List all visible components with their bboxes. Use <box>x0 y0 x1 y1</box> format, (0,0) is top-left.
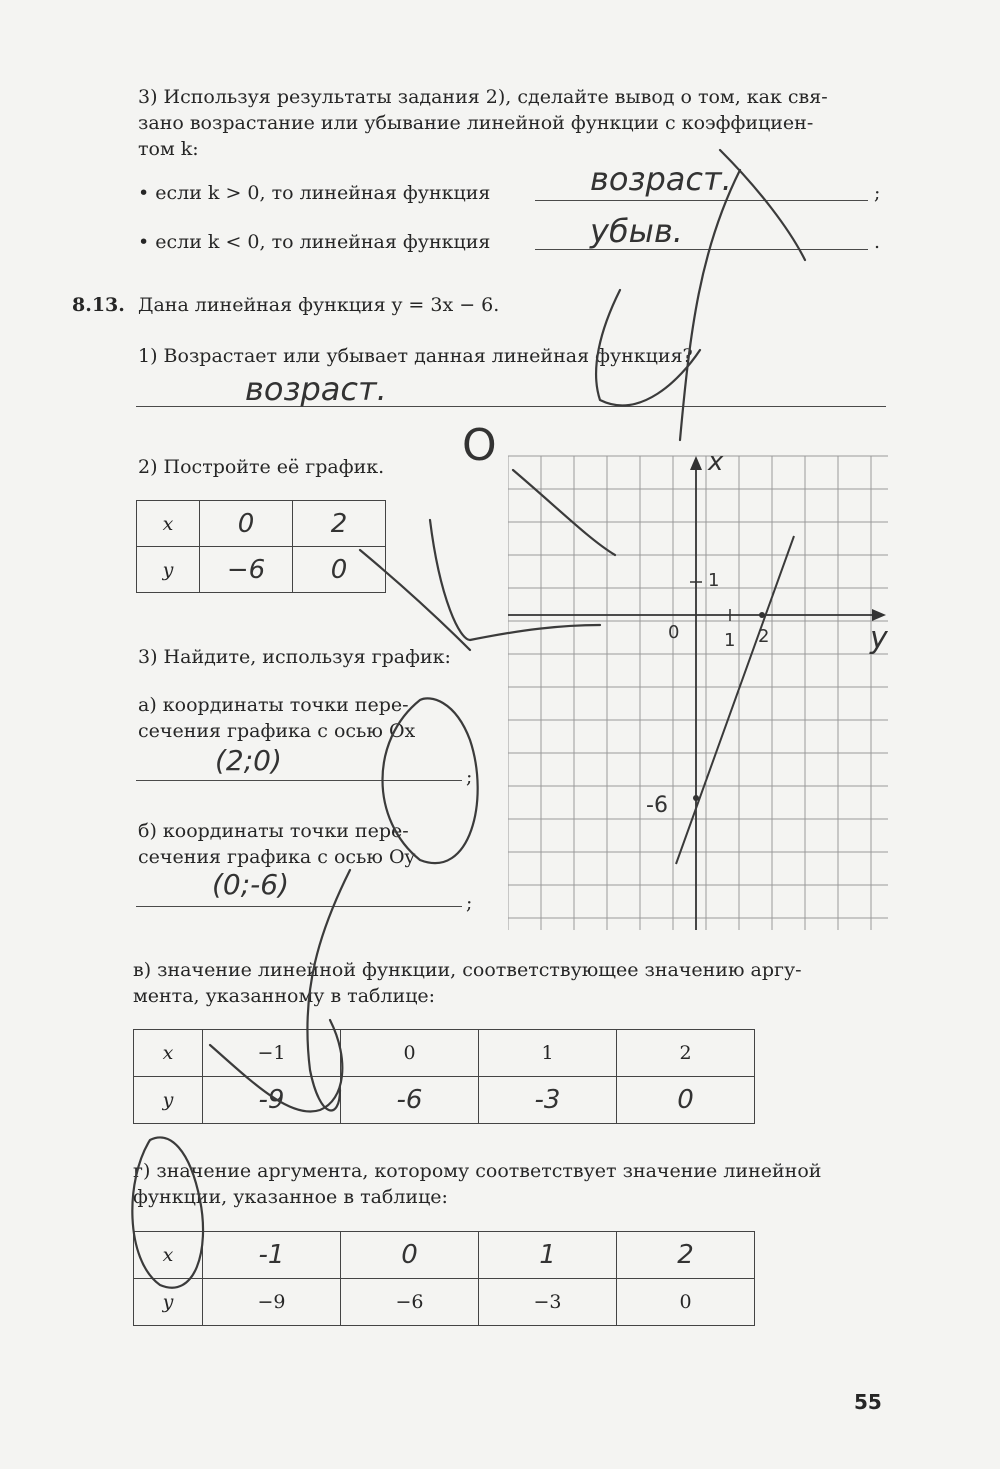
question-3a-line2: сечения графика с осью Ox <box>138 720 416 742</box>
tick-neg6-label: -6 <box>646 793 668 818</box>
question-3: 3) Найдите, используя график: <box>138 646 451 668</box>
bullet2-end: . <box>874 231 881 253</box>
qv-table-x-2: 1 <box>479 1030 617 1077</box>
scribble-stroke <box>513 470 615 555</box>
semicolon-3a: ; <box>466 766 473 788</box>
problem-number: 8.13. <box>72 294 125 316</box>
qg-table-y-1: −6 <box>341 1279 479 1326</box>
qg-table-x-1: 0 <box>341 1232 479 1279</box>
q2-table-y-label: y <box>137 547 200 593</box>
qv-table-y-0: -9 <box>203 1077 341 1124</box>
handwritten-answer-3a: (2;0) <box>215 744 282 777</box>
qg-table-x-2: 1 <box>479 1232 617 1279</box>
bullet1-end: ; <box>874 182 881 204</box>
horizontal-axis-label: y <box>870 621 888 656</box>
question-1: 1) Возрастает или убывает данная линейная функция? <box>138 345 693 367</box>
qv-table-x-0: −1 <box>203 1030 341 1077</box>
tick-1-label: 1 <box>708 570 720 591</box>
handwritten-answer-k-negative: убыв. <box>590 212 683 250</box>
stray-handwritten-mark: O <box>462 420 497 471</box>
question-3v-line1: в) значение линейной функции, соответствующее значению аргу- <box>133 959 802 981</box>
vertical-axis-label: x <box>708 447 724 477</box>
origin-label: 0 <box>668 622 680 643</box>
q2-table-x-1: 2 <box>293 501 386 547</box>
qv-table-x-label: x <box>134 1030 203 1077</box>
qg-table-x-3: 2 <box>617 1232 755 1279</box>
question-3v-line2: мента, указанному в таблице: <box>133 985 436 1007</box>
scribble-stroke <box>307 870 350 1110</box>
qg-table-x-label: x <box>134 1232 203 1279</box>
qg-table-y-label: y <box>134 1279 203 1326</box>
scribble-stroke <box>210 1020 342 1112</box>
scribble-stroke <box>720 150 805 260</box>
task3-line3: том k: <box>138 138 199 160</box>
q2-table-y-1: 0 <box>293 547 386 593</box>
qg-table-x-0: -1 <box>203 1232 341 1279</box>
semicolon-3b: ; <box>466 892 473 914</box>
scribble-stroke <box>132 1138 203 1288</box>
qv-table-y-2: -3 <box>479 1077 617 1124</box>
scribble-stroke <box>680 170 740 440</box>
bullet-k-negative: • если k < 0, то линейная функция <box>138 229 490 255</box>
task3-line2: зано возрастание или убывание линейной функции с коэффициен- <box>138 112 814 134</box>
question-3b-line1: б) координаты точки пере- <box>138 820 409 842</box>
tick-x-1-label: 1 <box>724 630 736 651</box>
handwritten-answer-3b: (0;-6) <box>212 868 290 901</box>
q2-table-x-0: 0 <box>200 501 293 547</box>
task3-line1: 3) Используя результаты задания 2), сделайте вывод о том, как свя- <box>138 86 828 108</box>
qv-table-x-1: 0 <box>341 1030 479 1077</box>
handwritten-answer-k-positive: возраст. <box>590 160 732 198</box>
problem-statement: Дана линейная функция y = 3x − 6. <box>138 294 500 316</box>
q2-table-x-label: x <box>137 501 200 547</box>
tick-2-label: 2 <box>758 626 770 647</box>
question-3b-line2: сечения графика с осью Oy <box>138 846 416 868</box>
question-2: 2) Постройте её график. <box>138 456 385 478</box>
question-3g-line1: г) значение аргумента, которому соответствует значение линейной <box>133 1160 822 1182</box>
question-3g-line2: функции, указанное в таблице: <box>133 1186 448 1208</box>
qg-table-y-2: −3 <box>479 1279 617 1326</box>
qg-table-y-0: −9 <box>203 1279 341 1326</box>
qv-table-y-1: -6 <box>341 1077 479 1124</box>
q2-table-y-0: −6 <box>200 547 293 593</box>
scribble-stroke <box>430 520 600 640</box>
scribble-stroke <box>383 698 478 863</box>
qv-table-y-label: y <box>134 1077 203 1124</box>
question-3a-line1: а) координаты точки пере- <box>138 694 409 716</box>
scribble-stroke <box>360 550 470 650</box>
qv-table-y-3: 0 <box>617 1077 755 1124</box>
bullet-k-positive: • если k > 0, то линейная функция <box>138 180 490 206</box>
qg-table-y-3: 0 <box>617 1279 755 1326</box>
handwritten-answer-q1: возраст. <box>245 370 387 408</box>
page-number: 55 <box>854 1390 882 1414</box>
qv-table-x-3: 2 <box>617 1030 755 1077</box>
